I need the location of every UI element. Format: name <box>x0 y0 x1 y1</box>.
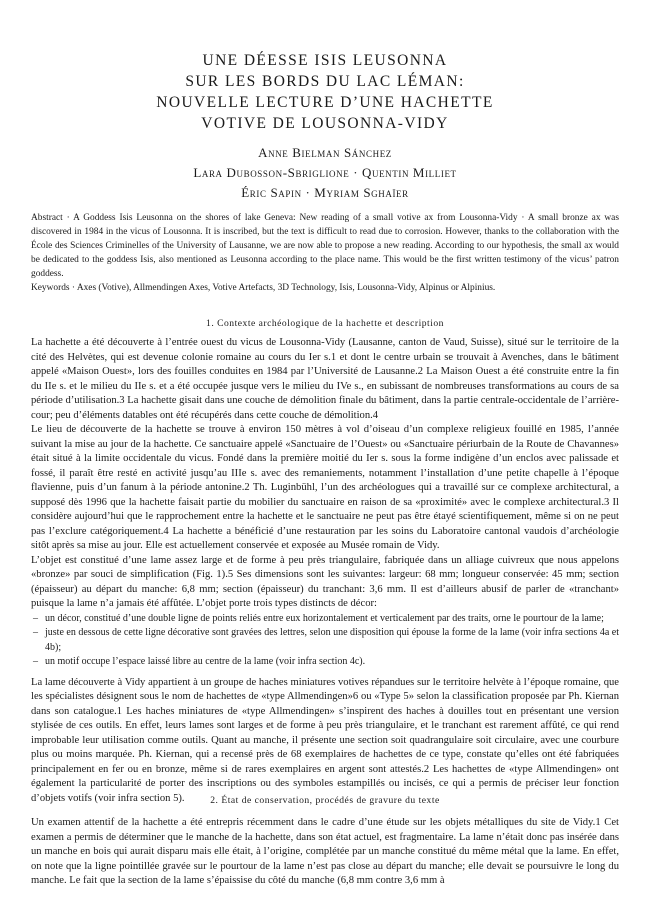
keywords: Keywords · Axes (Votive), Allmendingen Axes, Votive Artefacts, 3D Technology, Isis, Lousonna-Vidy, Alpinus or Alpinius. <box>31 283 496 293</box>
section-body <box>31 816 619 889</box>
paragraph: La lame découverte à Vidy appartient à un groupe de haches miniatures votives répandues sur le territoire helvète à l’époque romaine, que les spécialistes désignent sous le nom de hachettes de «type Allmendingen»6 ou «Type 5» selon la classification proposée par Ph. Kiernan dans son catalogue.1 Les haches miniatures de «type Allmendingen» s’inspirent des haches à douilles tout en présentant une version stylisée de ces outils. En effet, leurs lames sont larges et de forme à peu près triangulaire, et le tranchant est rarement affûté, ce qui rend improbable leur utilisation comme outils. Quant au manche, il présente une section soit quadrangulaire soit circulaire, avec une courbure plus ou moins marquée. Ph. Kiernan, qui a recensé près de 68 exemplaires de hachettes de ce type, constate qu’elles ont été fabriquées principalement en fer ou en bronze, même si de rares exemplaires en argent sont attestés.2 Les hachettes de «type Allmendingen» ont également la particularité de porter des inscriptions ou des symboles estampillés ou incisés, ce qui a permis de préciser leur fonction d’objets votifs (voir infra section 5). <box>31 676 619 804</box>
title-line: NOUVELLE LECTURE D’UNE HACHETTE <box>156 94 494 111</box>
list-item: – un décor, constitué d’une double ligne de points reliés entre eux horizontalement et verticalement par des traits, orne le pourtour de la lame; <box>31 612 619 627</box>
decor-list <box>31 612 619 670</box>
abstract: Abstract · A Goddess Isis Leusonna on the shores of lake Geneva: New reading of a small votive ax from Lousonna-Vidy · A small bronze ax was discovered in 1984 in the vicus of Lousonna. It is inscribed, but the text is difficult to read due to corrosion. However, thanks to the collaboration with the École des Sciences Criminelles of the University of Lausanne, we are now able to propose a new reading. According to our hypothesis, the small ax would be dedicated to the goddess Isis, also mentioned as Leusonna according to the place name. This would be the first written testimony of the vicus’ patron goddess. <box>31 213 619 279</box>
author-line: Éric Sapin · Myriam Sghaïer <box>241 185 409 200</box>
title-line: VOTIVE DE LOUSONNA-VIDY <box>201 115 449 132</box>
paragraph: L’objet est constitué d’une lame assez large et de forme à peu près triangulaire, fabriquée dans un alliage cuivreux que nous appelons «bronze» par souci de simplification (Fig. 1).5 Ses dimensions sont les suivantes: largeur: 68 mm; longueur conservée: 45 mm; section (épaisseur) au départ du manche: 6,8 mm; section (épaisseur) du tranchant: 3,6 mm. Il est d’ailleurs abusif de parler de «tranchant» puisque la lame n’a jamais été affûtée. L’objet porte trois types distincts de décor: <box>31 554 619 609</box>
author-line: Lara Dubosson-Sbriglione · Quentin Milliet <box>193 165 457 180</box>
list-item: – un motif occupe l’espace laissé libre au centre de la lame (voir infra section 4c). <box>31 655 619 670</box>
section-heading: 1. Contexte archéologique de la hachette et description <box>206 318 444 329</box>
title-line: UNE DÉESSE ISIS LEUSONNA <box>202 52 448 69</box>
article-title <box>0 50 650 134</box>
paragraph: Un examen attentif de la hachette a été entrepris récemment dans le cadre d’une étude sur les objets métalliques du site de Vidy.1 Cet examen a permis de déterminer que le manche de la hachette, dans son état actuel, est fragmentaire. La lame n’était donc pas insérée dans un manche en bois qui aurait disparu mais elle était, à l’origine, complétée par un manche constitué du même métal que la lame. En effet, on note que la ligne pointillée gravée sur le pourtour de la lame n’est pas close au départ du manche; elle devait se poursuivre le long du manche. Le fait que la section de la lame s’épaissise du côté du manche (6,8 mm contre 3,6 mm à <box>31 817 619 886</box>
paragraph: Le lieu de découverte de la hachette se trouve à environ 150 mètres à vol d’oiseau d’un complexe religieux fouillé en 1985, l’année suivant la mise au jour de la hachette. Ce sanctuaire appelé «Sanctuaire de l’Ouest» ou «Sanctuaire périurbain de la Route de Chavannes» était situé à la limite occidentale du vicus. Fondé dans la première moitié du Ier s. sous la forme indigène d’un enclos avec palissade et fossé, il paraît être resté en activité jusqu’au IIIe s. avec des remaniements, notamment l’installation d’une petite chapelle à l’époque flavienne, puis d’un fanum à la période antonine.2 Th. Luginbühl, l’un des archéologues qui a travaillé sur ce complexe architectural, a supposé dès 1996 que la hachette faisait partie du mobilier du sanctuaire en raison de sa «proximité» avec le complexe architectural.3 Il considère aujourd’hui que le rapprochement entre la hachette et le sanctuaire ne peut pas être étayé scientifiquement, même si on ne peut pas l’exclure catégoriquement.4 La hachette a bénéficié d’une restauration par les soins du Laboratoire cantonal vaudois d’archéologie sitôt après sa mise au jour. Elle est actuellement conservée et exposée au Musée romain de Vidy. <box>31 424 619 551</box>
section-heading: 2. État de conservation, procédés de gravure du texte <box>210 795 440 806</box>
list-item: – juste en dessous de cette ligne décorative sont gravées des lettres, selon une disposition qui épouse la forme de la lame (voir infra sections 4a et 4b); <box>31 626 619 655</box>
author-line: Anne Bielman Sánchez <box>258 145 392 160</box>
title-line: SUR LES BORDS DU LAC LÉMAN: <box>185 73 465 90</box>
paragraph: La hachette a été découverte à l’entrée ouest du vicus de Lousonna-Vidy (Lausanne, canton de Vaud, Suisse), situé sur le territoire de la cité des Helvètes, qui est devenue colonie romaine au cours du Ier s.1 et dont le centre urbain se trouvait à Avenches, dans le bâtiment appelé «Maison Ouest», lors des fouilles conduites en 1984 par l’Université de Lausanne.2 La Maison Ouest a été construite entre la fin du IIe s. et le milieu du IIe s. et a été occupée jusque vers le milieu du IVe s., en subissant de nombreuses transformations au cours de sa période d’utilisation.3 La hachette gisait dans une couche de démolition finale du bâtiment, dans la partie centrale-occidentale de l’arrière-cour; peu d’éléments datables ont été récupérés dans cette couche de démolition.4 <box>31 337 619 421</box>
author-list <box>0 143 650 203</box>
section-body <box>31 336 619 806</box>
